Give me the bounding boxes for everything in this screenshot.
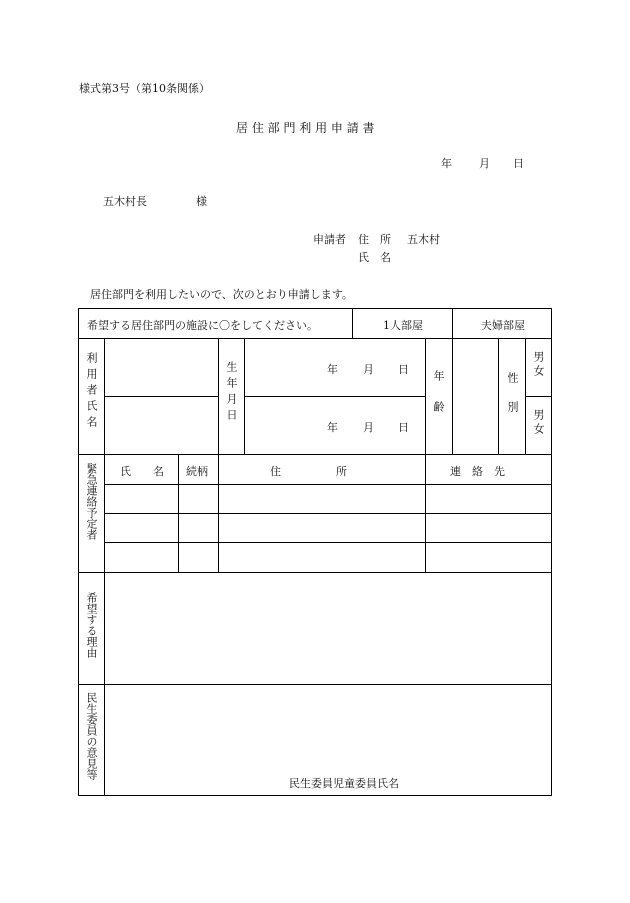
date-day-label: 日: [513, 157, 524, 170]
birth-month-2: 月: [363, 421, 374, 434]
applicant-address-value: 五木村: [407, 233, 440, 246]
birth-month-1: 月: [363, 363, 374, 376]
user-name-field-1[interactable]: [105, 339, 218, 396]
emergency-label: 緊急連絡予定者: [85, 463, 98, 540]
emergency-header-name: 氏 名: [120, 465, 164, 478]
user-name-field-2[interactable]: [105, 397, 218, 454]
applicant-label: 申請者: [313, 233, 346, 246]
form-title: 居 住 部 門 利 用 申 請 書: [236, 121, 375, 135]
form-number: 様式第3号（第10条関係）: [79, 82, 210, 95]
addressee-name: 五木村長: [103, 195, 147, 208]
users-label: 利用者氏名: [85, 352, 98, 432]
emergency-header-contact: 連 絡 先: [450, 465, 505, 478]
birth-label: 生年月日: [225, 361, 238, 425]
birth-day-2: 日: [398, 421, 409, 434]
sex-options-2[interactable]: 男女: [532, 409, 545, 437]
date-month-label: 月: [479, 157, 490, 170]
applicant-address-label: 住 所: [358, 233, 391, 246]
emergency-row[interactable]: [105, 543, 551, 572]
sex-label: 性別: [506, 372, 519, 430]
sex-options-1[interactable]: 男女: [532, 351, 545, 379]
opinion-label: 民生委員の意見等: [85, 692, 98, 780]
applicant-name-label: 氏 名: [358, 251, 391, 264]
birth-day-1: 日: [398, 363, 409, 376]
birth-year-2: 年: [327, 421, 338, 434]
reason-field[interactable]: [105, 573, 551, 684]
facility-option-couple[interactable]: 夫婦部屋: [481, 319, 525, 332]
date-year-label: 年: [441, 157, 452, 170]
birth-year-1: 年: [327, 363, 338, 376]
age-label: 年齢: [432, 370, 445, 432]
addressee-honorific: 様: [196, 195, 207, 208]
intro-text: 居住部門を利用したいので、次のとおり申請します。: [90, 288, 353, 301]
facility-option-single[interactable]: 1人部屋: [383, 319, 423, 332]
emergency-row[interactable]: [105, 514, 551, 542]
opinion-signature-label: 民生委員児童委員氏名: [289, 777, 399, 790]
emergency-header-address: 住 所: [270, 465, 347, 478]
emergency-header-relation: 続柄: [186, 465, 208, 478]
reason-label: 希望する理由: [85, 592, 98, 658]
emergency-row[interactable]: [105, 485, 551, 513]
facility-prompt: 希望する居住部門の施設に〇をしてください。: [87, 319, 318, 332]
